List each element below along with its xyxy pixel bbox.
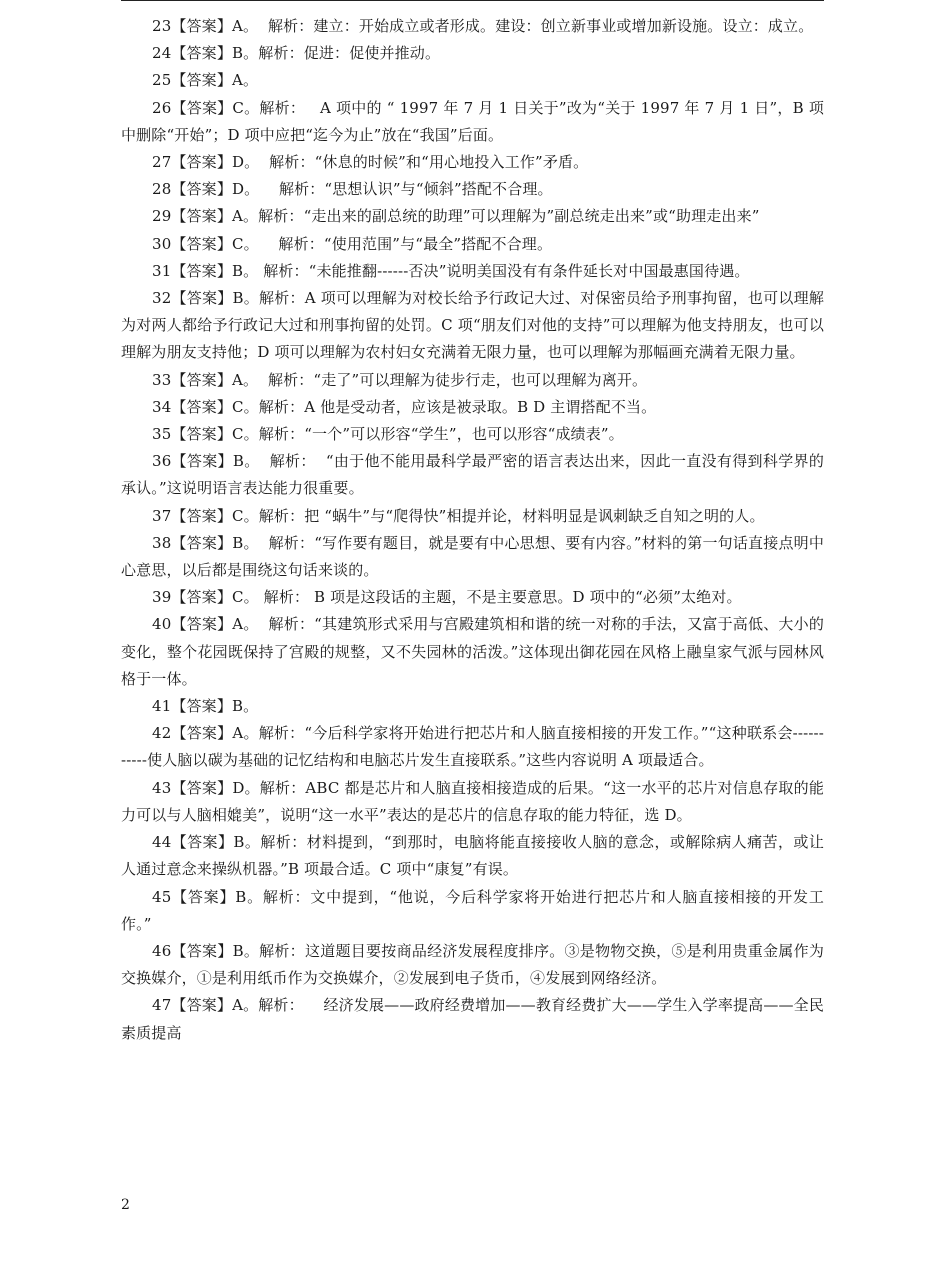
answer-item-35: 35【答案】C。解析：“一个”可以形容“学生”，也可以形容“成绩表”。 [152, 425, 624, 444]
answer-item-32: 32【答案】B。解析：A 项可以理解为对校长给予行政记大过、对保密员给予刑事拘留，也可以理解为对两人都给予行政记大过和刑事拘留的处罚。C 项“朋友们对他的支持”可以理解为他支持朋友，也可以理解为朋友支持他；D 项可以理解为农村妇女充满着无限力量，也可以理解为那幅画充满着无限力量。 [121, 289, 824, 362]
answer-item-31: 31【答案】B。 解析：“未能推翻------否决”说明美国没有有条件延长对中国最惠国待遇。 [152, 261, 750, 280]
page-number: 2 [121, 1197, 130, 1213]
answer-item-24: 24【答案】B。解析：促进：促使并推动。 [152, 44, 441, 63]
header-rule [121, 0, 824, 1]
answer-item-47: 47【答案】A。解析： 经济发展——政府经费增加——教育经费扩大——学生入学率提高——全民素质提高 [121, 996, 824, 1042]
answer-item-44: 44【答案】B。解析：材料提到，“到那时，电脑将能直接接收人脑的意念，或解除病人痛苦，或让人通过意念来操纵机器。”B 项最合适。C 项中“康复”有误。 [121, 833, 824, 879]
answer-item-25: 25【答案】A。 [152, 71, 259, 90]
answer-item-30: 30【答案】C。 解析：“使用范围”与“最全”搭配不合理。 [152, 234, 553, 253]
answer-item-37: 37【答案】C。解析：把 “蜗牛”与“爬得快”相提并论，材料明显是讽刺缺乏自知之明的人。 [152, 506, 765, 525]
answer-item-45: 45【答案】B。解析：文中提到，“他说，今后科学家将开始进行把芯片和人脑直接相接的开发工作。” [121, 887, 824, 933]
answer-item-43: 43【答案】D。解析：ABC 都是芯片和人脑直接相接造成的后果。“这一水平的芯片对信息存取的能力可以与人脑相媲美”，说明“这一水平”表达的是芯片的信息存取的能力特征，选 D。 [121, 778, 824, 824]
answer-item-28: 28【答案】D。 解析：“思想认识”与“倾斜”搭配不合理。 [152, 180, 553, 199]
answer-item-38: 38【答案】B。 解析：“写作要有题目，就是要有中心思想、要有内容。”材料的第一句话直接点明中心意思，以后都是围绕这句话来谈的。 [121, 533, 824, 580]
answer-item-40: 40【答案】A。 解析：“其建筑形式采用与宫殿建筑相和谐的统一对称的手法，又富于高低、大小的变化，整个花园既保持了宫殿的规整，又不失园林的活泼。”这体现出御花园在风格上融皇家气派与园林风格于一体。 [121, 615, 824, 688]
answer-item-39: 39【答案】C。 解析： B 项是这段话的主题，不是主要意思。D 项中的“必须”太绝对。 [152, 588, 742, 607]
answer-item-33: 33【答案】A。 解析：“走了”可以理解为徒步行走，也可以理解为离开。 [152, 370, 648, 389]
answer-item-26: 26【答案】C。解析： A 项中的 “ 1997 年 7 月 1 日关于”改为“关于 1997 年 7 月 1 日”，B 项中删除“开始”；D 项中应把“迄今为止”放在“我国”后面。 [121, 98, 824, 144]
answer-item-36: 36【答案】B。 解析： “由于他不能用最科学最严密的语言表达出来，因此一直没有得到科学界的承认。”这说明语言表达能力很重要。 [121, 452, 824, 498]
answer-item-42: 42【答案】A。解析：“今后科学家将开始进行把芯片和人脑直接相接的开发工作。”“这种联系会-----------使人脑以碳为基础的记忆结构和电脑芯片发生直接联系。”这些内容说明 A 项最适合。 [121, 724, 824, 770]
answer-item-23: 23【答案】A。 解析：建立：开始成立或者形成。建设：创立新事业或增加新设施。设立：成立。 [152, 17, 814, 35]
answer-item-46: 46【答案】B。解析：这道题目要按商品经济发展程度排序。③是物物交换，⑤是利用贵重金属作为交换媒介，①是利用纸币作为交换媒介，②发展到电子货币，④发展到网络经济。 [121, 941, 824, 988]
answer-list [121, 13, 824, 1047]
answer-item-29: 29【答案】A。解析：“走出来的副总统的助理”可以理解为”副总统走出来”或“助理走出来” [152, 207, 760, 226]
answer-item-41: 41【答案】B。 [152, 697, 259, 716]
answer-item-34: 34【答案】C。解析：A 他是受动者，应该是被录取。B D 主谓搭配不当。 [152, 397, 657, 416]
answer-item-27: 27【答案】D。 解析：“休息的时候”和“用心地投入工作”矛盾。 [152, 153, 589, 172]
